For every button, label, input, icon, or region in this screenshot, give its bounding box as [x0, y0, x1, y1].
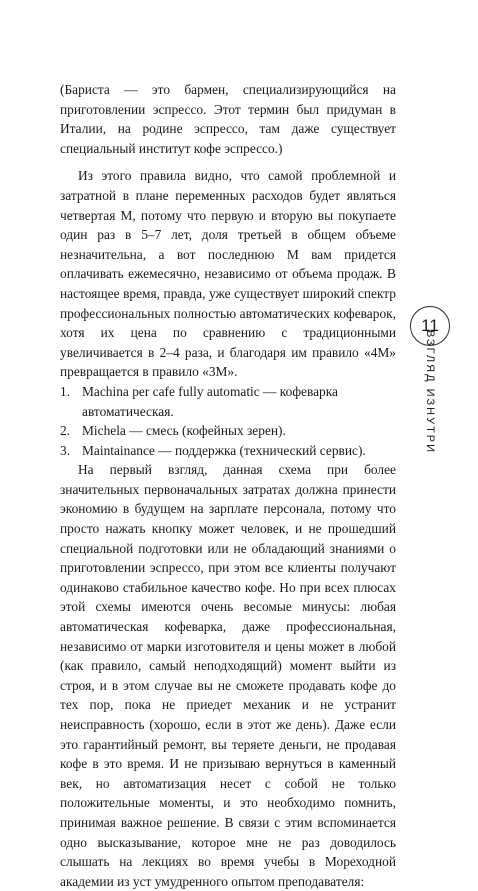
- list-item-text: Machina per cafe fully automatic — кофеварка автоматическая.: [82, 383, 338, 419]
- barista-note: (Бариста — это бармен, специализирующийся на приготовлении эспрессо. Этот термин был придуман в Италии, на родине эспрессо, там даже существует специальный институт кофе эспрессо.): [60, 82, 396, 156]
- list-item-text: Maintainance — поддержка (технический сервис).: [82, 442, 366, 458]
- list-item: [60, 421, 396, 441]
- four-m-list: [60, 382, 396, 460]
- body-text: [60, 80, 396, 891]
- running-head: ВЗГЛЯД ИЗНУТРИ: [424, 329, 436, 455]
- list-number: 3.: [60, 442, 71, 458]
- paragraph-automation: На первый взгляд, данная схема при более значительных первоначальных затратах должна принести экономию в будущем на зарплате персонала, потому что просто нажать кнопку может человек, и не прошедший специальной подготовки или не обладающий знаниями о приготовлении эспрессо, при этом все клиенты получают одинаково стабильное качество кофе. Но при всех плюсах этой схемы имеются очень весомые минусы: любая автоматическая кофеварка, даже профессиональная, независимо от марки изготовителя и цены может в любой (как правило, самый неподходящий) момент выйти из строя, и в этом случае вы не сможете продавать кофе до тех пор, пока не приедет механик и не устранит неисправность (хорошо, если в этот же день). Даже если это гарантийный ремонт, вы теряете деньги, не продавая кофе в это время. И не призываю вернуться в каменный век, но автоматизация несет с собой не только положительные моменты, и это необходимо помнить, принимая важное решение. В связи с этим вспоминается одно высказывание, которое мне не раз доводилось слышать на лекциях во время учебы в Мореходной академии из уст умудренного опытом преподавателя:: [60, 462, 396, 889]
- list-item: [60, 382, 396, 421]
- page-number: 11: [410, 306, 450, 346]
- list-item-text: Michela — смесь (кофейных зерен).: [82, 423, 286, 439]
- list-number: 2.: [60, 423, 71, 439]
- paragraph-4m-rule: Из этого правила видно, что самой проблемной и затратной в плане переменных расходов будет являться четвертая М, потому что первую и вторую вы покупаете один раз в 5–7 лет, доля третьей в общем объеме незначительна, а вот последнюю М вам придется оплачивать ежемесячно, независимо от объема продаж. В настоящее время, правда, уже существует широкий спектр профессиональных полностью автоматических кофеварок, хотя их цена по сравнению с традиционными увеличивается в 2–4 раза, и благодаря им правило «4М» превращается в правило «3М».: [60, 168, 396, 380]
- list-number: 1.: [60, 383, 71, 399]
- list-item: [60, 441, 396, 461]
